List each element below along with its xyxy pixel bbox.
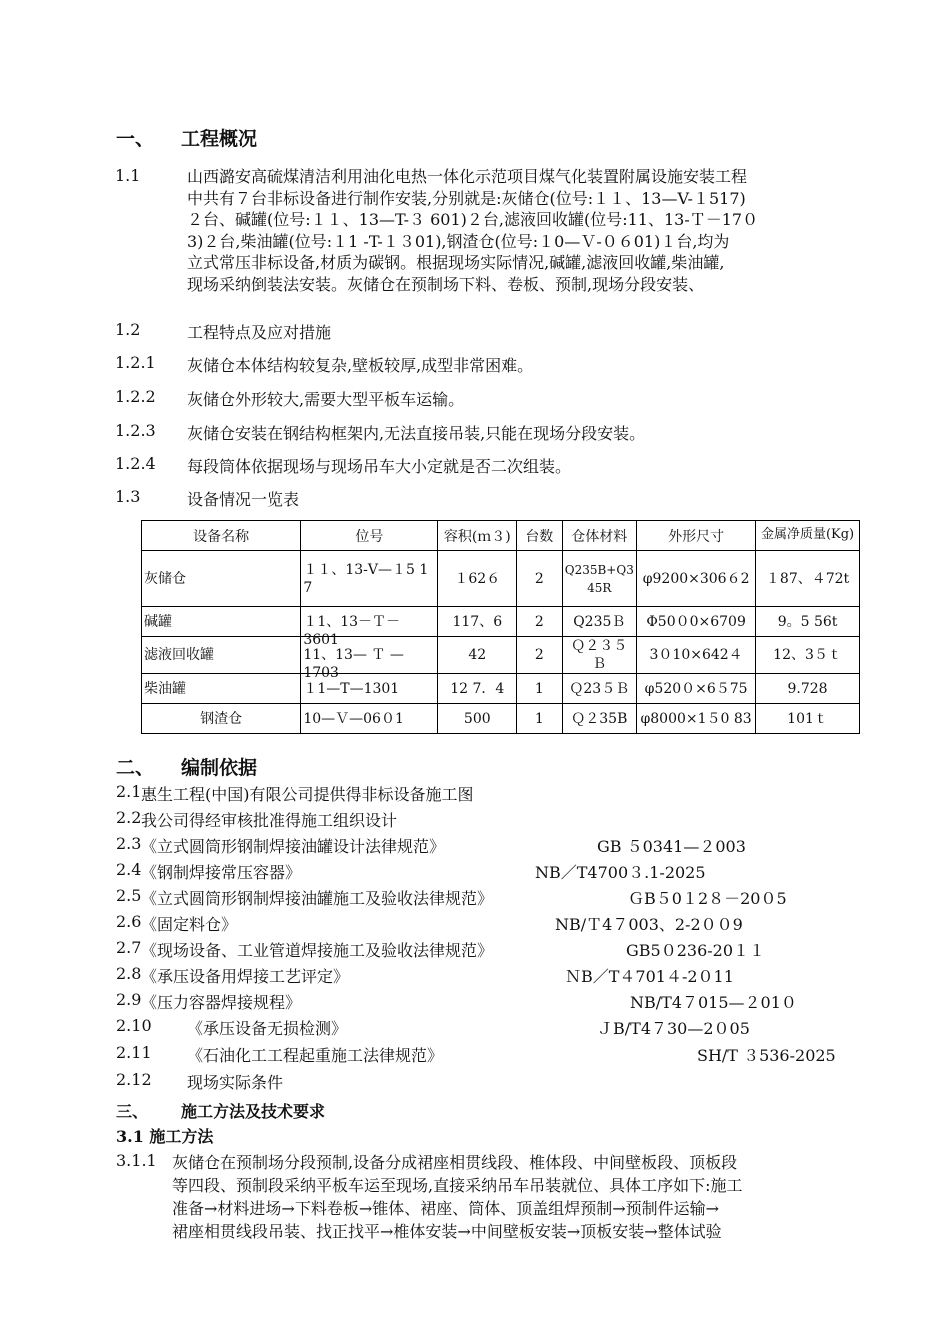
table-cell: 9.728 [756, 674, 860, 704]
reference-number: 2.10 [116, 1016, 152, 1035]
reference-title: 《石油化工工程起重施工法律规范》 [187, 1046, 444, 1065]
table-cell: １62６ [438, 551, 517, 607]
table-cell: 500 [438, 704, 517, 734]
table-cell: 3０10×642４ [637, 637, 756, 674]
para-line: 3)２台,柴油罐(位号:１1 -T-１３01),钢渣仓(位号:１0—Ｖ-０６01)１台,均为 [187, 231, 730, 251]
table-cell [301, 607, 438, 648]
para-3-1-1-number: 3.1.1 [116, 1151, 157, 1170]
para-1-2-text: 工程特点及应对措施 [187, 323, 332, 342]
table-cell-text: １1、13－Ｔ－3601 [303, 613, 401, 648]
reference-title: 《立式圆筒形钢制焊接油罐设计法律规范》 [141, 837, 446, 856]
table-cell: 117、6 [438, 607, 517, 637]
table-cell: 灰储仓 [142, 551, 301, 607]
reference-number: 2.4 [116, 860, 142, 879]
table-row [142, 674, 860, 704]
table-cell [637, 607, 756, 637]
para-line: 灰储仓在预制场分段预制,设备分成裙座相贯线段、椎体段、中间壁板段、顶板段 [172, 1153, 738, 1172]
table-cell: 柴油罐 [142, 674, 301, 704]
table-cell: Ｑ２３５Ｂ [562, 637, 637, 674]
column-header [756, 521, 860, 551]
table-cell: 碱罐 [142, 607, 301, 637]
subsection-3-1-title: 3.1 施工方法 [116, 1127, 214, 1146]
para-1-2-2-number: 1.2.2 [115, 387, 156, 406]
equipment-table [141, 520, 860, 734]
reference-number: 2.8 [116, 964, 142, 983]
table-cell-text: φ520０×6５75 [644, 680, 748, 697]
table-cell-text: Q235B+Q345R [564, 562, 634, 595]
table-cell: 1 [517, 704, 562, 734]
reference-number: 2.7 [116, 938, 142, 957]
table-cell: 101ｔ [756, 704, 860, 734]
reference-title: 惠生工程(中国)有限公司提供得非标设备施工图 [141, 785, 474, 804]
para-1-2-1-text: 灰储仓本体结构较复杂,壁板较厚,成型非常困难。 [187, 356, 534, 375]
para-1-2-1-number: 1.2.1 [115, 353, 156, 372]
table-cell [637, 674, 756, 704]
para-1-2-number: 1.2 [115, 320, 141, 339]
reference-title: 《承压设备用焊接工艺评定》 [141, 967, 350, 986]
reference-standard-code: ＪB/T4７30—2０05 [597, 1019, 750, 1038]
para-1-3-text: 设备情况一览表 [187, 490, 300, 509]
table-cell-text: φ9200×306６2 [642, 570, 750, 587]
para-1-2-4-number: 1.2.4 [115, 454, 156, 473]
reference-standard-code: GB5０236-20１１ [626, 941, 766, 960]
section-1-title: 工程概况 [181, 128, 258, 150]
table-cell: Q235Ｂ [562, 607, 637, 637]
para-line: 等四段、预制段采纳平板车运至现场,直接采纳吊车吊装就位、具体工序如下:施工 [172, 1176, 743, 1195]
reference-standard-code: NB/Ｔ4７003、2-2００9 [555, 915, 743, 934]
reference-standard-code: SH/T ３536-2025 [697, 1046, 836, 1065]
reference-number: 2.1 [116, 782, 142, 801]
reference-title: 《压力容器焊接规程》 [141, 993, 302, 1012]
para-line: 中共有７台非标设备进行制作安装,分别就是:灰储仓(位号:１１、13—V-１517) [187, 188, 746, 208]
column-header-text: 金属净质量(Kg) [760, 527, 855, 542]
table-cell [301, 551, 438, 607]
reference-standard-code: NB/T4７015—２01０ [630, 993, 797, 1012]
reference-number: 2.2 [116, 808, 142, 827]
column-header: 位号 [301, 521, 438, 551]
reference-number: 2.11 [116, 1043, 152, 1062]
reference-title: 现场实际条件 [187, 1073, 284, 1092]
para-1-1-body [187, 166, 859, 295]
table-cell-text: φ8000×1５0 83 [640, 710, 752, 727]
para-line: 立式常压非标设备,材质为碳钢。根据现场实际情况,碱罐,滤液回收罐,柴油罐, [187, 253, 725, 272]
table-cell: 1 [517, 674, 562, 704]
reference-number: 2.3 [116, 834, 142, 853]
reference-number: 2.9 [116, 990, 142, 1009]
section-1-number: 一、 [116, 128, 155, 150]
table-row [142, 637, 860, 674]
table-cell [637, 704, 756, 734]
table-cell: 2 [517, 551, 562, 607]
table-cell: 12 7．4 [438, 674, 517, 704]
reference-title: 《钢制焊接常压容器》 [141, 863, 302, 882]
table-cell: 2 [517, 607, 562, 637]
reference-standard-code: GB ５0341—２003 [597, 837, 746, 856]
table-cell: 2 [517, 637, 562, 674]
table-cell: 42 [438, 637, 517, 674]
reference-number: 2.12 [116, 1070, 152, 1089]
section-2-number: 二、 [116, 757, 155, 779]
column-header: 外形尺寸 [637, 521, 756, 551]
para-1-3-number: 1.3 [115, 487, 141, 506]
section-3-number: 三、 [116, 1102, 149, 1121]
column-header: 设备名称 [142, 521, 301, 551]
column-header: 仓体材料 [562, 521, 637, 551]
para-line: 山西潞安高硫煤清洁利用油化电热一体化示范项目煤气化装置附属设施安装工程 [187, 167, 748, 186]
para-line: 准备→材料进场→下料卷板→锥体、裙座、筒体、顶盖组焊预制→预制件运输→ [172, 1199, 720, 1218]
reference-title: 《承压设备无损检测》 [187, 1019, 348, 1038]
table-cell: 9。5 56t [756, 607, 860, 637]
reference-title: 《现场设备、工业管道焊接施工及验收法律规范》 [141, 941, 494, 960]
table-cell: Ｑ23５Ｂ [562, 674, 637, 704]
table-header-row [142, 521, 860, 551]
para-1-2-2-text: 灰储仓外形较大,需要大型平板车运输。 [187, 390, 465, 409]
table-cell-text: Φ50０0×6709 [646, 613, 746, 630]
table-cell [562, 551, 637, 607]
para-line: 裙座相贯线段吊装、找正找平→椎体安装→中间壁板安装→顶板安装→整体试验 [172, 1222, 722, 1241]
table-row [142, 704, 860, 734]
table-cell: 滤液回收罐 [142, 637, 301, 674]
table-cell [637, 551, 756, 607]
table-cell: １87、４72t [756, 551, 860, 607]
table-row [142, 607, 860, 637]
para-line: ２台、碱罐(位号:１１、13—T-３ 601)２台,滤液回收罐(位号:11、13-Ｔ－17０ [187, 210, 759, 229]
para-line: 现场采纳倒装法安装。灰储仓在预制场下料、卷板、预制,现场分段安装、 [187, 274, 705, 294]
table-cell-text: １１、13-V—１5 17 [303, 561, 429, 596]
reference-number: 2.6 [116, 912, 142, 931]
reference-standard-code: ＮB／T４701４-2０11 [565, 967, 734, 986]
para-1-2-4-text: 每段筒体依据现场与现场吊车大小定就是否二次组装。 [187, 457, 572, 476]
para-1-2-3-text: 灰储仓安装在钢结构框架内,无法直接吊装,只能在现场分段安装。 [187, 424, 646, 443]
table-cell: 10—Ｖ—06０1 [301, 704, 438, 734]
table-cell-text: 11、13— Ｔ —1703 [303, 647, 404, 681]
reference-standard-code: ＧB５0１2８－20０5 [628, 889, 787, 908]
para-1-2-3-number: 1.2.3 [115, 421, 156, 440]
table-cell: 钢渣仓 [142, 704, 301, 734]
reference-standard-code: NB／T4700３.1-2025 [535, 863, 706, 882]
column-header: 容积(ｍ３) [438, 521, 517, 551]
table-cell: Ｑ２35B [562, 704, 637, 734]
para-3-1-1-body [172, 1151, 862, 1243]
table-row [142, 551, 860, 607]
table-cell: １1—T—1301 [301, 674, 438, 704]
table-cell: 12、3５ｔ [756, 637, 860, 674]
section-3-title: 施工方法及技术要求 [181, 1102, 326, 1121]
reference-title: 我公司得经审核批准得施工组织设计 [141, 811, 398, 830]
column-header: 台数 [517, 521, 562, 551]
reference-title: 《立式圆筒形钢制焊接油罐施工及验收法律规范》 [141, 889, 494, 908]
para-1-1-number: 1.1 [115, 166, 141, 185]
reference-title: 《固定料仓》 [141, 915, 238, 934]
reference-number: 2.5 [116, 886, 142, 905]
section-2-title: 编制依据 [181, 757, 258, 779]
